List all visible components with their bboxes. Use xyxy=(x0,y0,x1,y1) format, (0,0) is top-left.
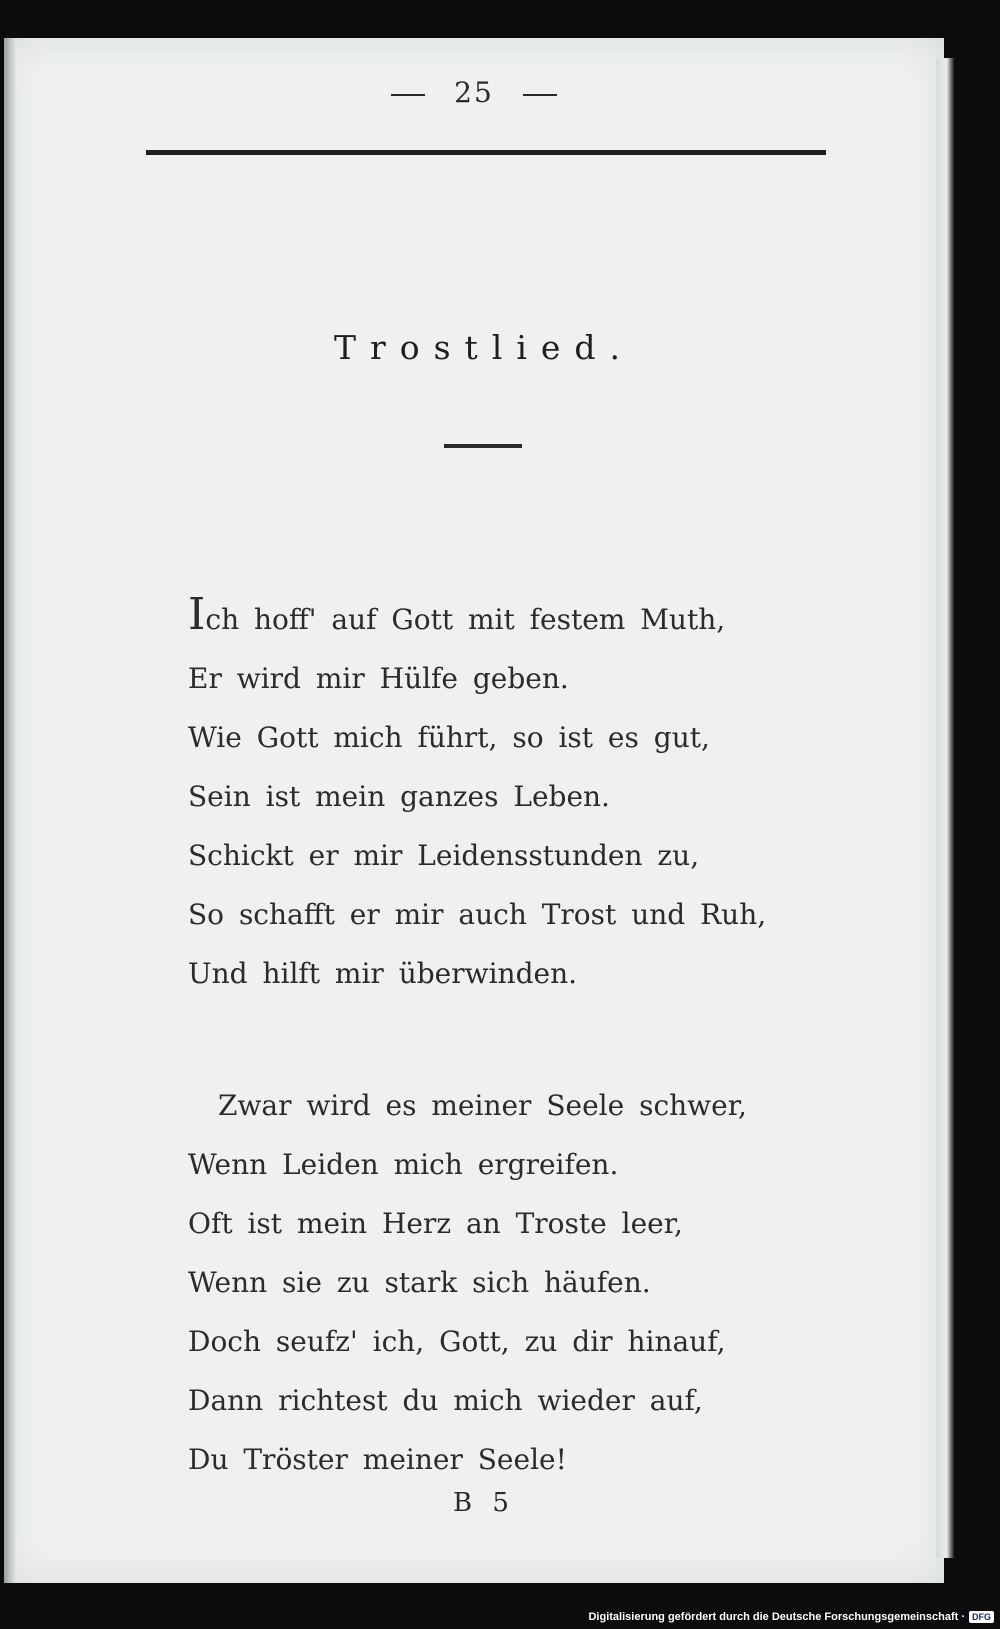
stanza-line: Schickt er mir Leidensstunden zu, xyxy=(188,839,700,872)
stanza-line: Wie Gott mich führt, so ist es gut, xyxy=(188,721,710,754)
page-number: 25 xyxy=(454,76,494,109)
poem-title: Trostlied. xyxy=(333,328,635,367)
stanza-line: Dann richtest du mich wieder auf, xyxy=(188,1384,703,1417)
stanza-line: Oft ist mein Herz an Troste leer, xyxy=(188,1207,683,1240)
first-line-text: ch hoff' auf Gott mit festem Muth, xyxy=(205,603,726,636)
stanza-line: Er wird mir Hülfe geben. xyxy=(188,662,569,695)
stanza-line: Zwar wird es meiner Seele schwer, xyxy=(218,1089,747,1122)
page-binding-edge xyxy=(4,38,16,1583)
header-dash-left xyxy=(391,94,425,96)
page-header xyxy=(4,76,944,109)
header-dash-right xyxy=(523,94,557,96)
header-rule xyxy=(146,150,826,155)
printer-signature: B 5 xyxy=(453,1488,515,1518)
title-rule xyxy=(444,444,522,448)
digitization-credit xyxy=(588,1609,994,1625)
stanza-line xyxy=(188,590,808,649)
stanza-2 xyxy=(188,1076,808,1489)
stanza-line: Wenn sie zu stark sich häufen. xyxy=(188,1266,651,1299)
dfg-logo: DFG xyxy=(969,1611,994,1623)
stanza-line: Wenn Leiden mich ergreifen. xyxy=(188,1148,619,1181)
stanza-line: Und hilft mir überwinden. xyxy=(188,957,577,990)
stanza-line: Sein ist mein ganzes Leben. xyxy=(188,780,610,813)
stanza-line: Doch seufz' ich, Gott, zu dir hinauf, xyxy=(188,1325,726,1358)
stanza-1 xyxy=(188,590,808,1003)
stanza-line: So schafft er mir auch Trost und Ruh, xyxy=(188,898,767,931)
credit-text: Digitalisierung gefördert durch die Deutsche Forschungsgemeinschaft · xyxy=(588,1611,965,1623)
page-fore-edge xyxy=(936,58,954,1558)
stanza-line: Du Tröster meiner Seele! xyxy=(188,1443,567,1476)
book-page xyxy=(4,38,944,1583)
drop-cap: I xyxy=(188,589,206,640)
